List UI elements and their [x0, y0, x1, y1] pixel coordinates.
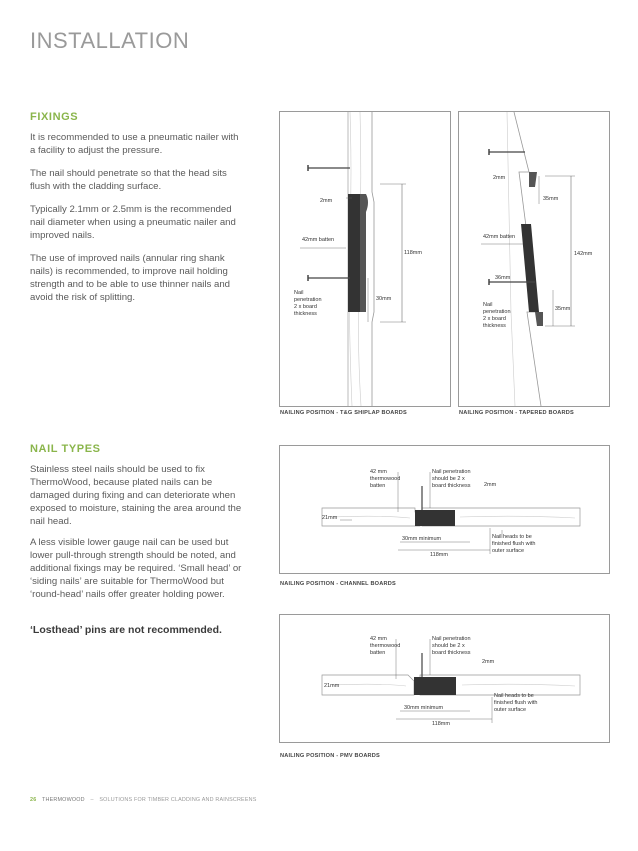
channel-penetration-line-2: should be 2 x: [432, 476, 465, 482]
page-footer: [30, 797, 257, 803]
tg-gap-label: 2mm: [320, 198, 333, 204]
tapered-penetration-line-4: thickness: [483, 323, 506, 329]
tapered-batten-label: 42mm batten: [483, 234, 516, 240]
pmv-penetration-line-3: board thickness: [432, 650, 471, 656]
channel-minimum-label: 30mm minimum: [402, 536, 442, 542]
tapered-bottom-label: 35mm: [555, 306, 571, 312]
tg-penetration-line-4: thickness: [294, 311, 317, 317]
pmv-diagram: [279, 614, 610, 743]
channel-caption: NAILING POSITION - CHANNEL BOARDS: [280, 581, 396, 587]
nail-types-paragraph-1: Stainless steel nails should be used to fix ThermoWood, because plated nails can be damaged during fixing and can deteriorate when exposed to moisture, staining the area around the nail head.: [30, 464, 242, 527]
channel-batten-line-3: batten: [370, 483, 386, 489]
tg-shiplap-caption: NAILING POSITION - T&G SHIPLAP BOARDS: [280, 410, 407, 416]
tapered-top-label: 35mm: [543, 196, 559, 202]
channel-batten-line-1: 42 mm: [370, 469, 387, 475]
tg-height-label: 118mm: [404, 250, 422, 256]
tapered-mid-label: 36mm: [495, 275, 511, 281]
channel-diagram: [279, 445, 610, 574]
pmv-thickness-label: 21mm: [324, 683, 340, 689]
pmv-drawing: [280, 615, 609, 742]
tapered-penetration-line-2: penetration: [483, 309, 511, 315]
fixings-paragraph-4: The use of improved nails (annular ring shank nails) is recommended, to improve nail holding strength and to be able to use thinner nails and avoid the risk of splitting.: [30, 253, 231, 303]
pmv-heads-line-1: Nail heads to be: [494, 693, 534, 699]
nail-types-paragraph-2: A less visible lower gauge nail can be used but lower pull-through strength should be noted, and additional fixings may be required. ‘Small head’ or ‘siding nails’ are suitable for ThermoWood but ‘round-head’ nails offer greater holding power.: [30, 537, 242, 600]
channel-width-label: 118mm: [430, 552, 448, 558]
tapered-caption: NAILING POSITION - TAPERED BOARDS: [459, 410, 574, 416]
pmv-heads-line-3: outer surface: [494, 707, 527, 713]
pmv-heads-line-2: finished flush with: [494, 700, 538, 706]
nail-types-heading: NAIL TYPES: [30, 443, 101, 455]
page-number: 26: [30, 797, 37, 803]
fixings-heading: FIXINGS: [30, 111, 79, 123]
fixings-paragraph-3: Typically 2.1mm or 2.5mm is the recommended nail diameter when using a pneumatic nailer and improved nails.: [30, 204, 236, 241]
channel-heads-line-3: outer surface: [492, 548, 525, 554]
footer-separator: –: [90, 797, 94, 803]
tg-penetration-line-1: Nail: [294, 290, 304, 296]
pmv-caption: NAILING POSITION - PMV BOARDS: [280, 753, 380, 759]
fixings-paragraph-1: It is recommended to use a pneumatic nailer with a facility to adjust the pressure.: [30, 132, 239, 156]
tg-penetration-line-2: penetration: [294, 297, 322, 303]
pmv-batten-line-1: 42 mm: [370, 636, 387, 642]
tg-shiplap-diagram: [279, 111, 451, 407]
footer-tagline: SOLUTIONS FOR TIMBER CLADDING AND RAINSCREENS: [99, 797, 257, 803]
tapered-penetration-line-3: 2 x board: [483, 316, 506, 322]
pmv-gap-label: 2mm: [482, 659, 495, 665]
losthead-warning: ‘Losthead’ pins are not recommended.: [30, 624, 222, 636]
pmv-penetration-line-2: should be 2 x: [432, 643, 465, 649]
channel-gap-label: 2mm: [484, 482, 497, 488]
channel-drawing: [280, 446, 609, 573]
tapered-drawing: [459, 112, 609, 406]
fixings-paragraph-2: The nail should penetrate so that the head sits flush with the cladding surface.: [30, 168, 227, 192]
pmv-width-label: 118mm: [432, 721, 450, 727]
tg-shiplap-drawing: [280, 112, 450, 406]
channel-batten-line-2: thermowood: [370, 476, 401, 482]
channel-penetration-line-1: Nail penetration: [432, 469, 471, 475]
channel-heads-line-1: Nail heads to be: [492, 534, 532, 540]
pmv-penetration-line-1: Nail penetration: [432, 636, 471, 642]
tg-offset-label: 30mm: [376, 296, 392, 302]
channel-thickness-label: 21mm: [322, 515, 338, 521]
tapered-penetration-line-1: Nail: [483, 302, 493, 308]
pmv-batten-line-3: batten: [370, 650, 386, 656]
tapered-height-label: 142mm: [574, 251, 593, 257]
footer-brand: THERMOWOOD: [42, 797, 85, 803]
channel-penetration-line-3: board thickness: [432, 483, 471, 489]
tapered-diagram: [458, 111, 610, 407]
page-title: INSTALLATION: [30, 28, 190, 53]
tg-batten-label: 42mm batten: [302, 237, 335, 243]
tg-penetration-line-3: 2 x board: [294, 304, 317, 310]
pmv-minimum-label: 30mm minimum: [404, 705, 444, 711]
tapered-gap-label: 2mm: [493, 175, 506, 181]
channel-heads-line-2: finished flush with: [492, 541, 536, 547]
pmv-batten-line-2: thermowood: [370, 643, 401, 649]
